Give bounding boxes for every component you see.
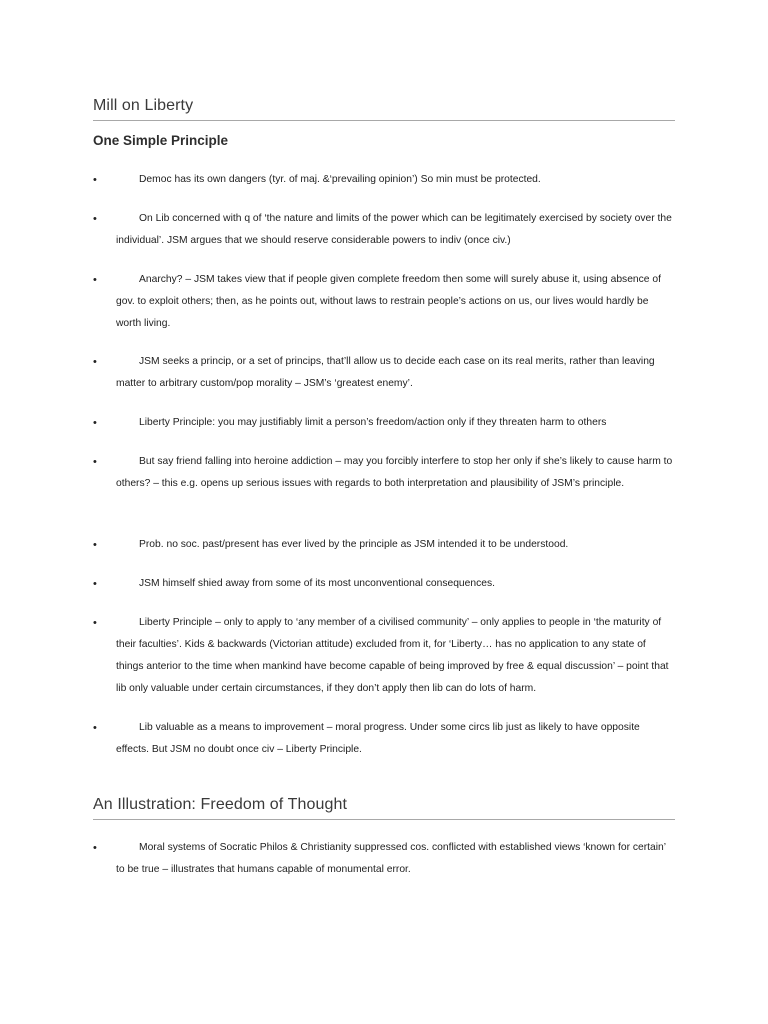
bullet-item — [93, 717, 675, 761]
bullet-item — [93, 534, 675, 556]
bullet-glyph: • — [93, 274, 97, 286]
bullet-item — [93, 208, 675, 252]
bullet-glyph: • — [93, 456, 97, 468]
section-divider — [93, 819, 675, 820]
bullet-glyph: • — [93, 578, 97, 590]
bullet-glyph: • — [93, 174, 97, 186]
bullet-item — [93, 573, 675, 595]
title-divider — [93, 120, 675, 121]
page-title: Mill on Liberty — [93, 97, 194, 114]
bullet-text: Democ has its own dangers (tyr. of maj. &‘prevailing opinion’) So min must be protected. — [139, 174, 541, 185]
bullet-item — [93, 269, 675, 335]
bullet-text: JSM seeks a princip, or a set of princips, that’ll allow us to decide each case on its real merits, rather than leaving matter to arbitrary custom/pop morality – JSM’s ‘greatest enemy’. — [116, 356, 655, 389]
bullet-glyph: • — [93, 213, 97, 225]
bullet-glyph: • — [93, 356, 97, 368]
bullet-text: Prob. no soc. past/present has ever lived by the principle as JSM intended it to be understood. — [139, 539, 569, 550]
bullet-text: Liberty Principle – only to apply to ‘any member of a civilised community’ – only applies to people in ‘the maturity of their faculties’. Kids & backwards (Victorian attitude) excluded from it, for ‘Liberty… has no application to any state of things anterior to the time when mankind have become capable of being improved by free & equal discussion’ – point that lib only valuable under certain circumstances, if they don’t apply then lib can do lots of harm. — [116, 617, 669, 694]
bullet-text: But say friend falling into heroine addiction – may you forcibly interfere to stop her only if she’s likely to cause harm to others? – this e.g. opens up serious issues with regards to both interpretation and plausibility of JSM’s principle. — [116, 456, 673, 489]
bullet-glyph: • — [93, 842, 97, 854]
bullet-text: On Lib concerned with q of ‘the nature and limits of the power which can be legitimately exercised by society over the individual’. JSM argues that we should reserve considerable powers to indiv (once civ.) — [116, 213, 672, 246]
bullet-item — [93, 351, 675, 395]
section-heading-one-simple-principle: One Simple Principle — [93, 133, 229, 148]
bullet-text: Liberty Principle: you may justifiably limit a person’s freedom/action only if they threaten harm to others — [139, 417, 607, 428]
bullet-text: Anarchy? – JSM takes view that if people given complete freedom then some will surely abuse it, using absence of gov. to exploit others; then, as he points out, without laws to restrain people’s actions on us, our lives would hardly be worth living. — [116, 274, 661, 329]
bullet-glyph: • — [93, 722, 97, 734]
bullet-item — [93, 169, 675, 191]
bullet-item — [93, 837, 675, 881]
bullet-glyph: • — [93, 617, 97, 629]
bullet-text: Lib valuable as a means to improvement – moral progress. Under some circs lib just as likely to have opposite effects. But JSM no doubt once civ – Liberty Principle. — [116, 722, 640, 755]
bullet-glyph: • — [93, 417, 97, 429]
bullet-text: Moral systems of Socratic Philos & Christianity suppressed cos. conflicted with established views ‘known for certain’ to be true – illustrates that humans capable of monumental error. — [116, 842, 666, 875]
bullet-text: JSM himself shied away from some of its most unconventional consequences. — [139, 578, 495, 589]
bullet-item — [93, 451, 675, 495]
section-heading-freedom-of-thought: An Illustration: Freedom of Thought — [93, 796, 348, 813]
bullet-item — [93, 412, 675, 434]
bullet-glyph: • — [93, 539, 97, 551]
bullet-item — [93, 612, 675, 700]
